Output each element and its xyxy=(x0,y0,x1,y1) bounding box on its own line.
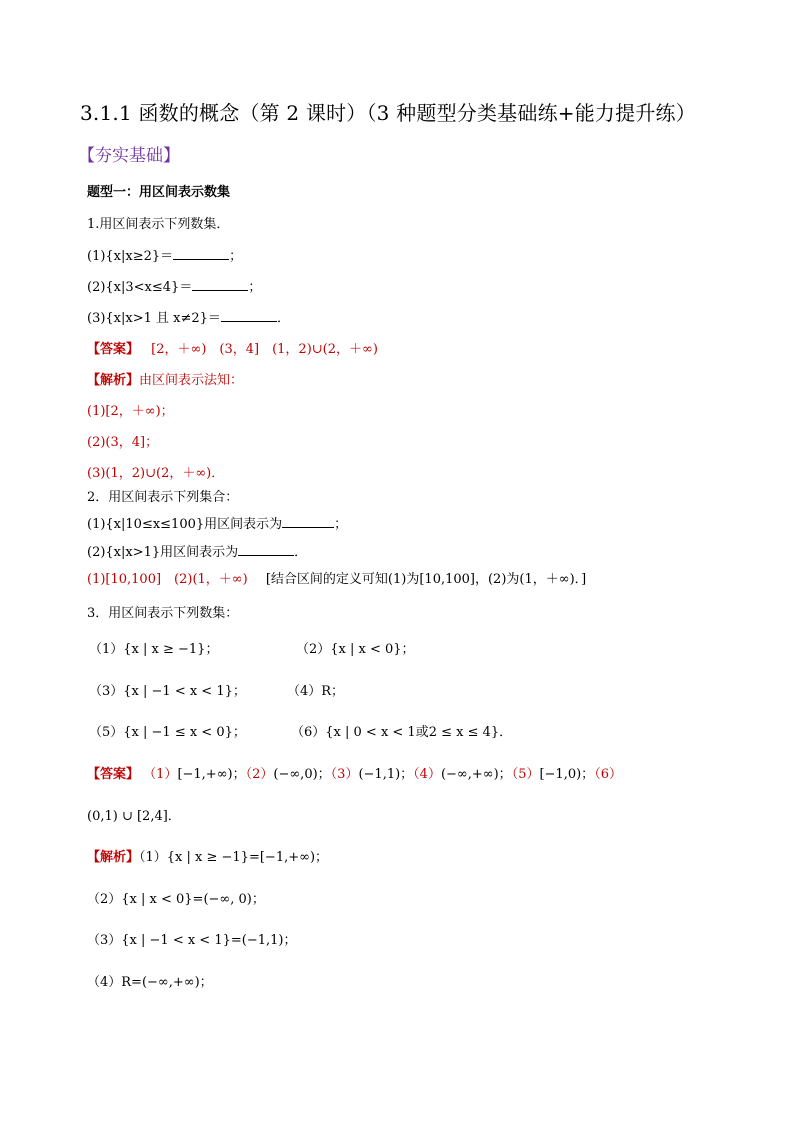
answer-part-value: [−1,+∞)； xyxy=(177,767,246,782)
q3-analysis-3: （3）{x | −1 < x < 1}=(−1,1)； xyxy=(87,933,297,948)
q1-analysis-3: (3)(1，2)∪(2，＋∞)． xyxy=(87,466,225,481)
answer-blank xyxy=(173,247,229,260)
punct: ． xyxy=(294,545,308,560)
q1-analysis-1: (1)[2，＋∞)； xyxy=(87,404,174,419)
q2-item-2 xyxy=(87,541,307,560)
q1-item-3 xyxy=(87,307,290,326)
q1-answer xyxy=(87,338,378,357)
q1-stem: 1.用区间表示下列数集． xyxy=(87,217,230,232)
q3-analysis xyxy=(87,846,328,865)
q3-item-6: （6）{x | 0 < x < 1或2 ≤ x ≤ 4}． xyxy=(291,725,513,740)
answer-part-value: [−1,0)； xyxy=(539,767,595,782)
q1-item-1 xyxy=(87,245,242,264)
answer-blank xyxy=(238,543,294,556)
q1-item-2-text: (2){x|3<x≤4}＝ xyxy=(87,280,193,295)
q1-item-2 xyxy=(87,276,261,295)
q3-answer-line xyxy=(143,767,622,782)
q3-item-1: （1）{x | x ≥ −1}； xyxy=(89,642,219,657)
q3-item-3: （3）{x | −1 < x < 1}； xyxy=(89,684,246,699)
answer-blank xyxy=(221,309,277,322)
q3-stem: 3．用区间表示下列数集： xyxy=(87,606,239,621)
analysis-label: 【解析】 xyxy=(87,373,140,388)
answer-part-label: （3） xyxy=(330,767,359,782)
q2-item-1-text: (1){x|10≤x≤100}用区间表示为 xyxy=(87,517,283,532)
question-type-heading: 题型一：用区间表示数集 xyxy=(87,185,231,200)
q3-item-4: （4）R； xyxy=(287,684,345,699)
analysis-text: 由区间表示法知： xyxy=(139,373,244,388)
answer-part-value: (−∞,+∞)； xyxy=(440,767,512,782)
answer-part-label: （6） xyxy=(594,767,622,782)
q1-item-3-text: (3){x|x>1 且 x≠2}＝ xyxy=(87,311,221,326)
answer-part-value: (−∞,0)； xyxy=(273,767,331,782)
answer-part-label: （2） xyxy=(245,767,274,782)
answer-part-value: (−1,1)； xyxy=(358,767,414,782)
punct: ． xyxy=(276,311,290,326)
q2-answer-explanation: [结合区间的定义可知(1)为[10,100]，(2)为(1，＋∞)．] xyxy=(265,572,587,587)
punct: ； xyxy=(334,517,348,532)
answer-label: 【答案】 xyxy=(87,342,140,357)
answer-part-label: （4） xyxy=(413,767,441,782)
q3-answer xyxy=(87,763,622,782)
q1-analysis xyxy=(87,369,243,388)
answer-blank xyxy=(282,515,334,528)
q3-analysis-1: （1）{x | x ≥ −1}=[−1,+∞)； xyxy=(139,850,329,865)
analysis-label: 【解析】 xyxy=(87,850,140,865)
q2-answer-text: (1)[10,100] (2)(1，＋∞) xyxy=(87,572,248,587)
q2-stem: 2．用区间表示下列集合： xyxy=(87,490,239,505)
document-title: 3.1.1 函数的概念（第 2 课时）（3 种题型分类基础练+能力提升练） xyxy=(80,101,696,125)
section-heading: 【夯实基础】 xyxy=(78,146,180,166)
q3-analysis-4: （4）R=(−∞,+∞)； xyxy=(87,975,213,990)
q3-analysis-2: （2）{x | x < 0}=(−∞, 0)； xyxy=(87,892,265,907)
answer-label: 【答案】 xyxy=(87,767,140,782)
q1-analysis-2: (2)(3，4]； xyxy=(87,435,159,450)
answer-blank xyxy=(192,278,248,291)
answer-text: [2，＋∞) (3，4] (1，2)∪(2，＋∞) xyxy=(151,342,378,357)
q1-item-1-text: (1){x|x≥2}＝ xyxy=(87,249,174,264)
q2-item-2-text: (2){x|x>1}用区间表示为 xyxy=(87,545,239,560)
q3-item-5: （5）{x | −1 ≤ x < 0}； xyxy=(89,725,246,740)
punct: ； xyxy=(229,249,243,264)
answer-part-label: （1） xyxy=(143,767,178,782)
q3-item-2: （2）{x | x < 0}； xyxy=(296,642,415,657)
q2-item-1 xyxy=(87,513,347,532)
answer-part-label: （5） xyxy=(511,767,540,782)
punct: ； xyxy=(248,280,262,295)
q2-answer xyxy=(87,568,586,587)
q3-answer-line2: (0,1) ∪ [2,4]． xyxy=(87,809,181,824)
